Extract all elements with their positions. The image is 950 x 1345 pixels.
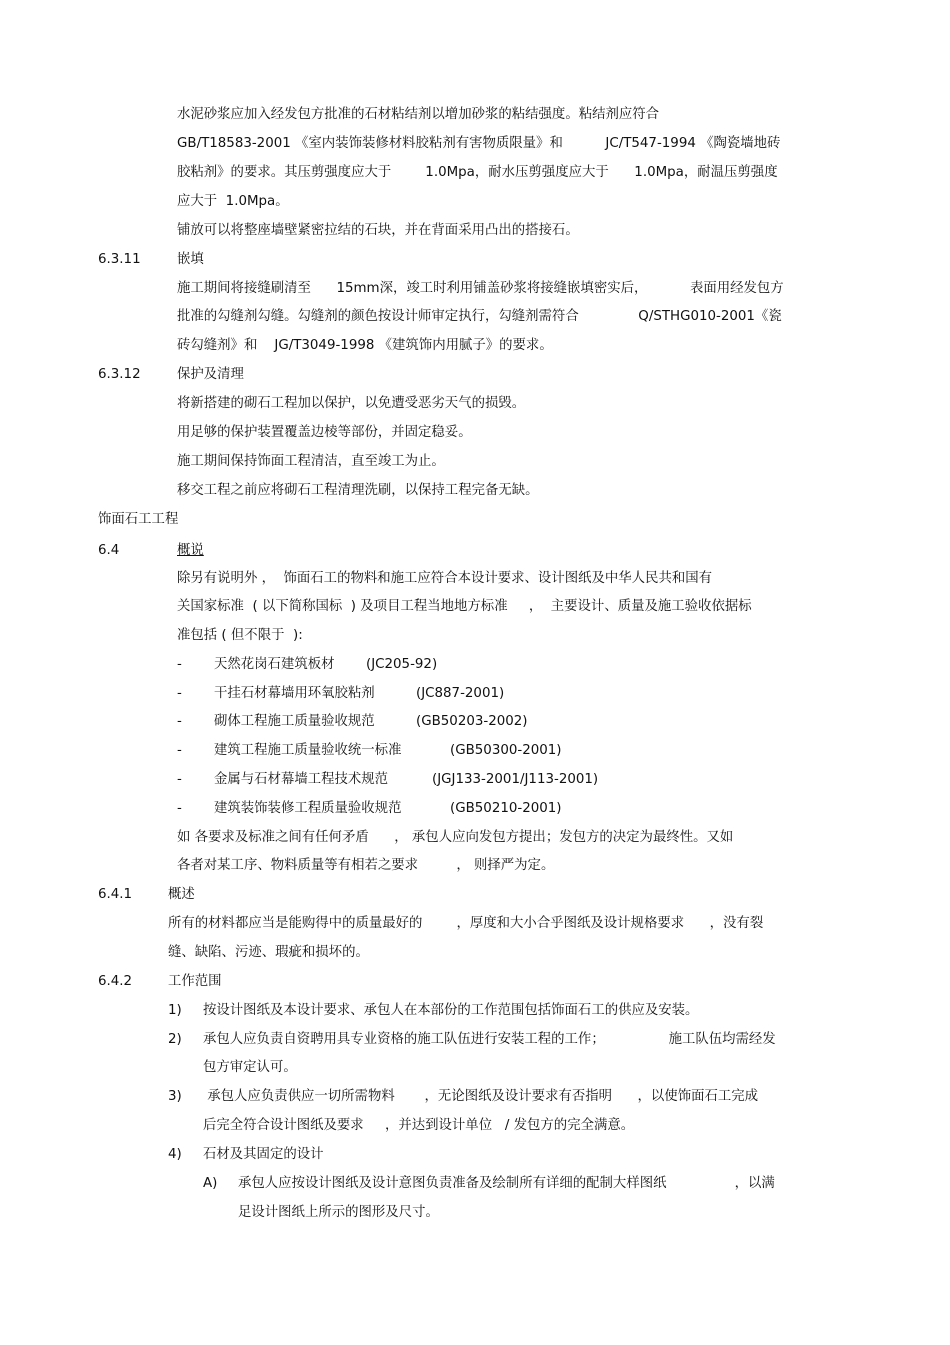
standard-name: 干挂石材幕墙用环氧胶粘剂 [214,686,375,701]
subitem-text-cont: 足设计图纸上所示的图形及尺寸。 [238,1205,439,1220]
section-number-6-4-2: 6.4.2 [98,974,133,989]
item-text-cont: 包方审定认可。 [203,1060,297,1075]
s641-line-1: 所有的材料都应当是能购得中的质量最好的 ，厚度和大小合乎图纸及设计规格要求 ，没有裂 [168,916,764,931]
section-title-6-4-2: 工作范围 [168,974,222,989]
list-dash: - [177,686,182,701]
standard-name: 天然花岗石建筑板材 [214,657,335,672]
item-number: 3) [168,1089,182,1104]
standard-name: 建筑工程施工质量验收统一标准 [214,743,402,758]
section-title-6-4-1: 概述 [168,887,195,902]
item-number: 2) [168,1032,182,1047]
section-title-6-4: 概说 [177,543,204,558]
item-number: 4) [168,1147,182,1162]
standard-name: 砌体工程施工质量验收规范 [214,714,375,729]
subitem-text: 承包人应按设计图纸及设计意图负责准备及绘制所有详细的配制大样图纸 ，以满 [238,1176,775,1191]
standard-name: 建筑装饰装修工程质量验收规范 [214,801,402,816]
standard-code: (GB50300-2001) [450,743,562,758]
standard-name: 金属与石材幕墙工程技术规范 [214,772,389,787]
s64-line-2: 关国家标准 ( 以下简称国标 ) 及项目工程当地地方标准 ， 主要设计、质量及施工验收依据标 [177,599,752,614]
section-title-6-3-11: 嵌填 [177,252,204,267]
s641-line-2: 缝、缺陷、污迹、瑕疵和损坏的。 [168,945,369,960]
list-dash: - [177,743,182,758]
item-text-cont: 后完全符合设计图纸及要求 ，并达到设计单位 / 发包方的完全满意。 [203,1118,635,1133]
s6311-line-1: 施工期间将接缝刷清至 15mm深，竣工时利用铺盖砂浆将接缝嵌填密实后， 表面用经发包方 [177,281,784,296]
s64-line-1: 除另有说明外 ， 饰面石工的物料和施工应符合本设计要求、设计图纸及中华人民共和国有 [177,571,713,586]
item-text: 承包人应负责自资聘用具专业资格的施工队伍进行安装工程的工作； 施工队伍均需经发 [203,1032,776,1047]
intro-line-5: 铺放可以将整座墙壁紧密拉结的石块，并在背面采用凸出的搭接石。 [177,223,579,238]
list-dash: - [177,772,182,787]
section-number-6-4: 6.4 [98,543,120,558]
standard-code: (GB50210-2001) [450,801,562,816]
s6311-line-3: 砖勾缝剂》和 JG/T3049-1998 《建筑饰内用腻子》的要求。 [177,338,553,353]
standard-code: (GB50203-2002) [416,714,528,729]
s64-line-5: 各者对某工序、物料质量等有相若之要求 ， 则择严为定。 [177,858,555,873]
s6312-line-3: 施工期间保持饰面工程清洁，直至竣工为止。 [177,454,445,469]
section-number-6-3-11: 6.3.11 [98,252,141,267]
s6312-line-1: 将新搭建的砌石工程加以保护，以免遭受恶劣天气的损毁。 [177,396,526,411]
item-text: 承包人应负责供应一切所需物料 ，无论图纸及设计要求有否指明 ，以使饰面石工完成 [203,1089,759,1104]
s6311-line-2: 批准的勾缝剂勾缝。勾缝剂的颜色按设计师审定执行，勾缝剂需符合 Q/STHG010-2001《瓷 [177,309,782,324]
section-number-6-3-12: 6.3.12 [98,367,141,382]
intro-line-2: GB/T18583-2001 《室内装饰装修材料胶粘剂有害物质限量》和 JC/T547-1994 《陶瓷墙地砖 [177,136,781,151]
item-text: 按设计图纸及本设计要求、承包人在本部份的工作范围包括饰面石工的供应及安装。 [203,1003,699,1018]
intro-line-4: 应大于 1.0Mpa。 [177,194,289,209]
list-dash: - [177,801,182,816]
standard-code: (JC887-2001) [416,686,505,701]
section-heading: 饰面石工工程 [98,512,179,527]
item-text: 石材及其固定的设计 [203,1147,324,1162]
list-dash: - [177,714,182,729]
section-number-6-4-1: 6.4.1 [98,887,133,902]
intro-line-3: 胶粘剂》的要求。其压剪强度应大于 1.0Mpa，耐水压剪强度应大于 1.0Mpa，耐温压剪强度 [177,165,778,180]
s64-line-3: 准包括 ( 但不限于 ): [177,628,303,643]
subitem-number: A) [203,1176,218,1191]
intro-line-1: 水泥砂浆应加入经发包方批准的石材粘结剂以增加砂浆的粘结强度。粘结剂应符合 [177,107,660,122]
s64-line-4: 如 各要求及标准之间有任何矛盾 ， 承包人应向发包方提出；发包方的决定为最终性。又如 [177,830,734,845]
standard-code: (JC205-92) [366,657,438,672]
s6312-line-2: 用足够的保护装置覆盖边棱等部份，并固定稳妥。 [177,425,472,440]
section-title-6-3-12: 保护及清理 [177,367,244,382]
s6312-line-4: 移交工程之前应将砌石工程清理洗刷，以保持工程完备无缺。 [177,483,539,498]
standard-code: (JGJ133-2001/J113-2001) [432,772,599,787]
list-dash: - [177,657,182,672]
item-number: 1) [168,1003,182,1018]
